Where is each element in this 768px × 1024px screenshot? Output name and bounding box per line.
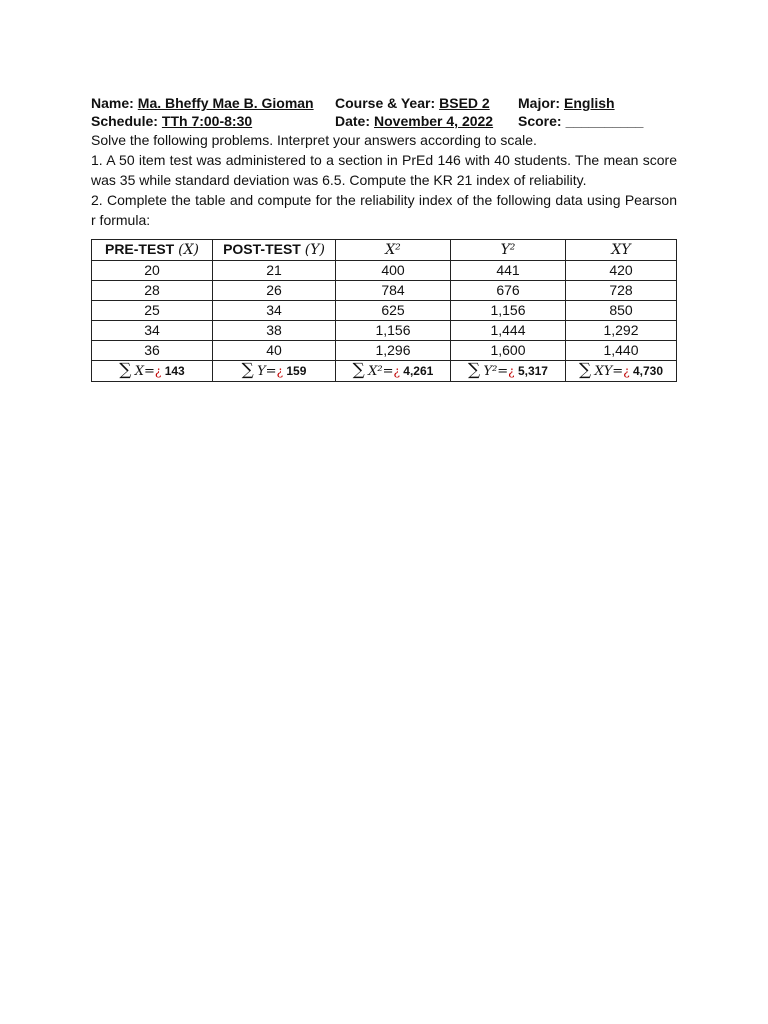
table-cell: 728 — [566, 281, 677, 301]
table-row — [92, 301, 677, 321]
table-cell: 1,296 — [336, 341, 451, 361]
sigma-icon: ∑ — [352, 360, 365, 380]
table-header-row — [92, 240, 677, 261]
table-cell: 676 — [451, 281, 566, 301]
glyph-marker: ¿ — [623, 364, 630, 378]
course-field — [335, 94, 518, 112]
major-value: English — [564, 95, 615, 111]
sigma-icon: ∑ — [119, 360, 132, 380]
table-cell: 20 — [92, 261, 213, 281]
col-header-label: POST-TEST — [223, 241, 301, 257]
schedule-label: Schedule: — [91, 113, 158, 129]
table-cell: 1,444 — [451, 321, 566, 341]
problem-1-text: 1. A 50 item test was administered to a section in PrEd 146 with 40 students. The mean score was 35 while standard deviation was 6.5. Compute the KR 21 index of reliability. — [91, 152, 677, 188]
schedule-value: TTh 7:00-8:30 — [161, 113, 253, 129]
sum-var: Y= — [257, 364, 277, 379]
table-cell: 400 — [336, 261, 451, 281]
col-header-var: XY — [611, 242, 631, 258]
table-cell: 420 — [566, 261, 677, 281]
date-value: November 4, 2022 — [374, 113, 494, 129]
col-header-x-squared — [336, 240, 451, 261]
table-sum-row — [92, 361, 677, 382]
score-label: Score: — [518, 113, 562, 129]
table-cell: 28 — [92, 281, 213, 301]
col-header-xy — [566, 240, 677, 261]
table-cell: 25 — [92, 301, 213, 321]
table-cell: 784 — [336, 281, 451, 301]
table-cell: 34 — [213, 301, 336, 321]
table-cell: 26 — [213, 281, 336, 301]
problem-2-text: 2. Complete the table and compute for the reliability index of the following data using Pearson r formula: — [91, 192, 677, 228]
table-cell: 1,600 — [451, 341, 566, 361]
schedule-field — [91, 112, 335, 130]
major-field — [518, 94, 615, 112]
glyph-marker: ¿ — [393, 364, 400, 378]
table-cell: 441 — [451, 261, 566, 281]
sum-value: 159 — [286, 364, 307, 378]
table-row — [92, 261, 677, 281]
table-row — [92, 281, 677, 301]
name-value: Ma. Bheffy Mae B. Gioman — [137, 95, 314, 111]
major-label: Major: — [518, 95, 560, 111]
table-cell: 36 — [92, 341, 213, 361]
sum-cell-x — [92, 361, 213, 382]
header-line-1 — [91, 94, 677, 112]
name-field — [91, 94, 335, 112]
sum-cell-y — [213, 361, 336, 382]
table-cell: 38 — [213, 321, 336, 341]
sum-value: 143 — [164, 364, 185, 378]
instructions-text: Solve the following problems. Interpret your answers according to scale. — [91, 132, 537, 148]
col-header-label: PRE-TEST — [104, 241, 175, 257]
course-label: Course & Year: — [335, 95, 436, 111]
glyph-marker: ¿ — [508, 364, 515, 378]
sum-value: 5,317 — [517, 364, 548, 378]
sum-var: Y²= — [483, 364, 509, 379]
table-cell: 34 — [92, 321, 213, 341]
col-header-var: Y² — [500, 242, 516, 258]
table-cell: 21 — [213, 261, 336, 281]
col-header-y-squared — [451, 240, 566, 261]
sum-value: 4,730 — [632, 364, 664, 378]
sum-var: X²= — [368, 364, 394, 379]
sum-var: XY= — [594, 364, 624, 379]
sum-cell-x-squared — [336, 361, 451, 382]
data-table — [91, 239, 677, 382]
table-cell: 1,292 — [566, 321, 677, 341]
col-header-posttest — [213, 240, 336, 261]
table-cell: 1,156 — [336, 321, 451, 341]
col-header-var: (X) — [178, 242, 199, 258]
table-row — [92, 321, 677, 341]
glyph-marker: ¿ — [276, 364, 284, 378]
course-value: BSED 2 — [439, 95, 490, 111]
sum-var: X= — [134, 364, 155, 379]
col-header-var: X² — [385, 242, 401, 258]
col-header-var: (Y) — [304, 242, 325, 258]
date-label: Date: — [335, 113, 371, 129]
sigma-icon: ∑ — [468, 360, 481, 380]
table-body — [92, 261, 677, 382]
sum-cell-xy — [566, 361, 677, 382]
table-row — [92, 341, 677, 361]
sum-value: 4,261 — [403, 364, 434, 378]
col-header-pretest — [92, 240, 213, 261]
table-cell: 625 — [336, 301, 451, 321]
score-value: __________ — [565, 113, 644, 129]
header-line-2 — [91, 112, 677, 130]
table-cell: 40 — [213, 341, 336, 361]
glyph-marker: ¿ — [154, 364, 162, 378]
sigma-icon: ∑ — [241, 360, 254, 380]
date-field — [335, 112, 518, 130]
name-label: Name: — [91, 95, 134, 111]
document-page — [91, 94, 677, 382]
table-cell: 1,440 — [566, 341, 677, 361]
table-cell: 850 — [566, 301, 677, 321]
sum-cell-y-squared — [451, 361, 566, 382]
score-field — [518, 112, 643, 130]
sigma-icon: ∑ — [578, 360, 592, 380]
table-cell: 1,156 — [451, 301, 566, 321]
